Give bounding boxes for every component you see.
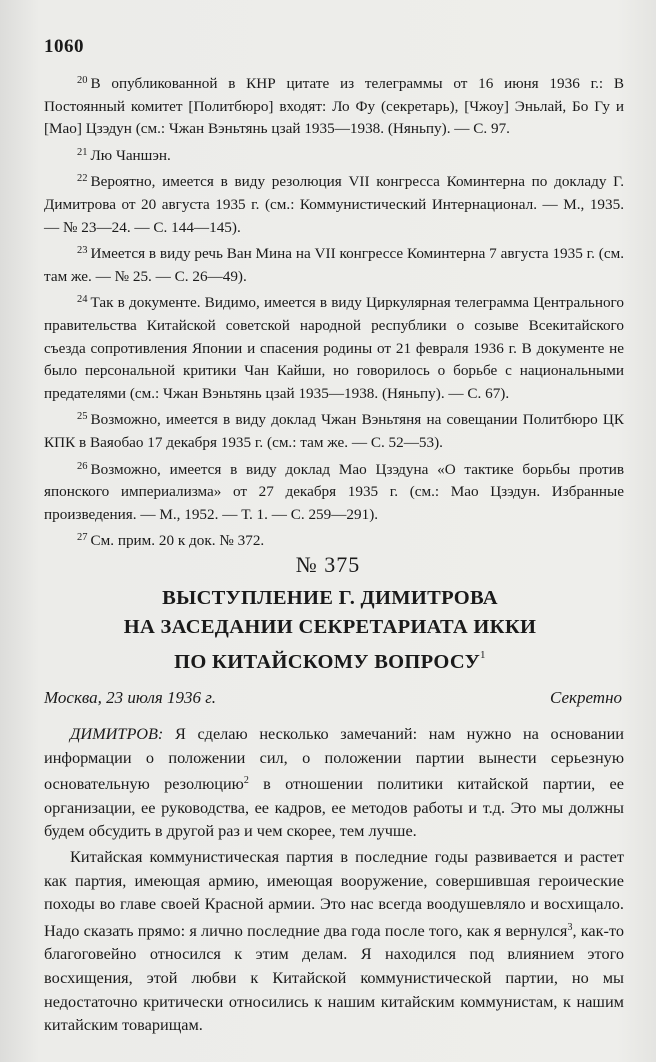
page-number: 1060 <box>44 36 84 57</box>
paragraph-text: в отношении политики китайской партии, ее организации, ее руководства, ее кадров, ее методов работы и т.д. Это мы должны будем обсудить в другой раз и чем скорее, тем лучше. <box>44 774 624 841</box>
paragraph-text: , как-то благоговейно относился к этим делам. Я находился под влиянием этого восхищения, этой любви к Китайской коммунистической партии, но мы недостаточно критически относились к нашим китайским коммунистам, к нашим китайским товарищам. <box>44 920 625 1035</box>
paragraph-text: Китайская коммунистическая партия в последние годы развивается и растет как партия, имеющая армию, имеющая вооружение, совершившая героические походы во главе своей Красной армии. Это нас всегда воодушевляло и восхищало. Надо сказать прямо: я лично последние два года после того, как я вернулся <box>44 846 624 940</box>
endnote-text: Так в документе. Видимо, имеется в виду Циркулярная телеграмма Центрального правительства Китайской советской народной республики о созыве Всекитайского съезда сопротивления Японии и спасения родины от 21 февраля 1936 г. В документе не было персональной критики Чан Кайши, но говорилось о борьбе с национальными предателями (см.: Чжан Вэньтянь цзай 1935—1938. (Няньпу). — С. 67). <box>44 294 624 402</box>
endnote-number: 27 <box>77 532 88 544</box>
endnote-text: Имеется в виду речь Ван Мина на VII конгрессе Коминтерна 7 августа 1935 г. (см. там же. — № 25. — С. 26—49). <box>44 245 624 285</box>
endnote-number: 22 <box>77 173 88 185</box>
paragraph <box>44 722 624 843</box>
endnote-text: Вероятно, имеется в виду резолюция VII конгресса Коминтерна по докладу Г. Димитрова от 20 августа 1935 г. (см.: Коммунистический Интернационал. — М., 1935. — № 23—24. — С. 144—145). <box>44 173 624 236</box>
title-line-text: ПО КИТАЙСКОМУ ВОПРОСУ <box>174 651 481 673</box>
endnote-number: 25 <box>77 411 88 423</box>
endnote-text: Лю Чаншэн. <box>90 146 171 164</box>
classification-mark: Секретно <box>550 688 622 707</box>
document-title <box>40 584 620 677</box>
endnote-20 <box>44 70 624 141</box>
place-date: Москва, 23 июля 1936 г. <box>44 688 216 707</box>
document-number: № 375 <box>295 552 361 577</box>
title-line-last <box>40 641 620 677</box>
endnotes <box>44 70 624 554</box>
paragraph-text: Я сделаю несколько замечаний: нам нужно на основании информации о положении сил, о положении партии вынести серьезную основательную резолюцию <box>44 724 624 794</box>
speech-text <box>44 722 624 1039</box>
footnote-ref: 3 <box>567 921 573 933</box>
title-line: НА ЗАСЕДАНИИ СЕКРЕТАРИАТА ИККИ <box>123 615 537 638</box>
endnote-25 <box>44 406 624 454</box>
footnote-ref: 2 <box>243 775 249 787</box>
endnote-26 <box>44 456 624 527</box>
paragraph <box>44 845 624 1037</box>
endnote-number: 20 <box>77 75 88 86</box>
endnote-number: 23 <box>77 245 88 257</box>
endnote-text: См. прим. 20 к док. № 372. <box>90 532 265 550</box>
endnote-24 <box>44 289 624 405</box>
endnote-text: Возможно, имеется в виду доклад Чжан Вэньтяня на совещании Политбюро ЦК КПК в Ваяобао 17 декабря 1935 г. (см.: там же. — С. 52—53). <box>44 411 624 451</box>
endnote-number: 26 <box>77 460 88 472</box>
title-line: ВЫСТУПЛЕНИЕ Г. ДИМИТРОВА <box>162 587 498 609</box>
endnote-number: 24 <box>77 294 88 306</box>
title-footnote-ref: 1 <box>480 649 486 661</box>
endnote-text: В опубликованной в КНР цитате из телеграммы от 16 июня 1936 г.: В Постоянный комитет [Политбюро] входят: Ло Фу (секретарь), [Чжоу] Эньлай, Бо Гу и [Мао] Цзэдун (см.: Чжан Вэньтянь цзай 1935—1938. (Няньпу). — С. 97. <box>44 75 624 138</box>
endnote-text: Возможно, имеется в виду доклад Мао Цзэдуна «О тактике борьбы против японского империализма» от 27 декабря 1935 г. (см.: Мао Цзэдун. Избранные произведения. — М., 1952. — Т. 1. — С. 259—291). <box>44 460 624 523</box>
endnote-22 <box>44 168 624 239</box>
speaker-name: ДИМИТРОВ: <box>70 724 164 743</box>
endnote-23 <box>44 240 624 288</box>
endnote-21 <box>44 142 624 168</box>
endnote-27 <box>44 527 624 553</box>
endnote-number: 21 <box>77 146 88 158</box>
